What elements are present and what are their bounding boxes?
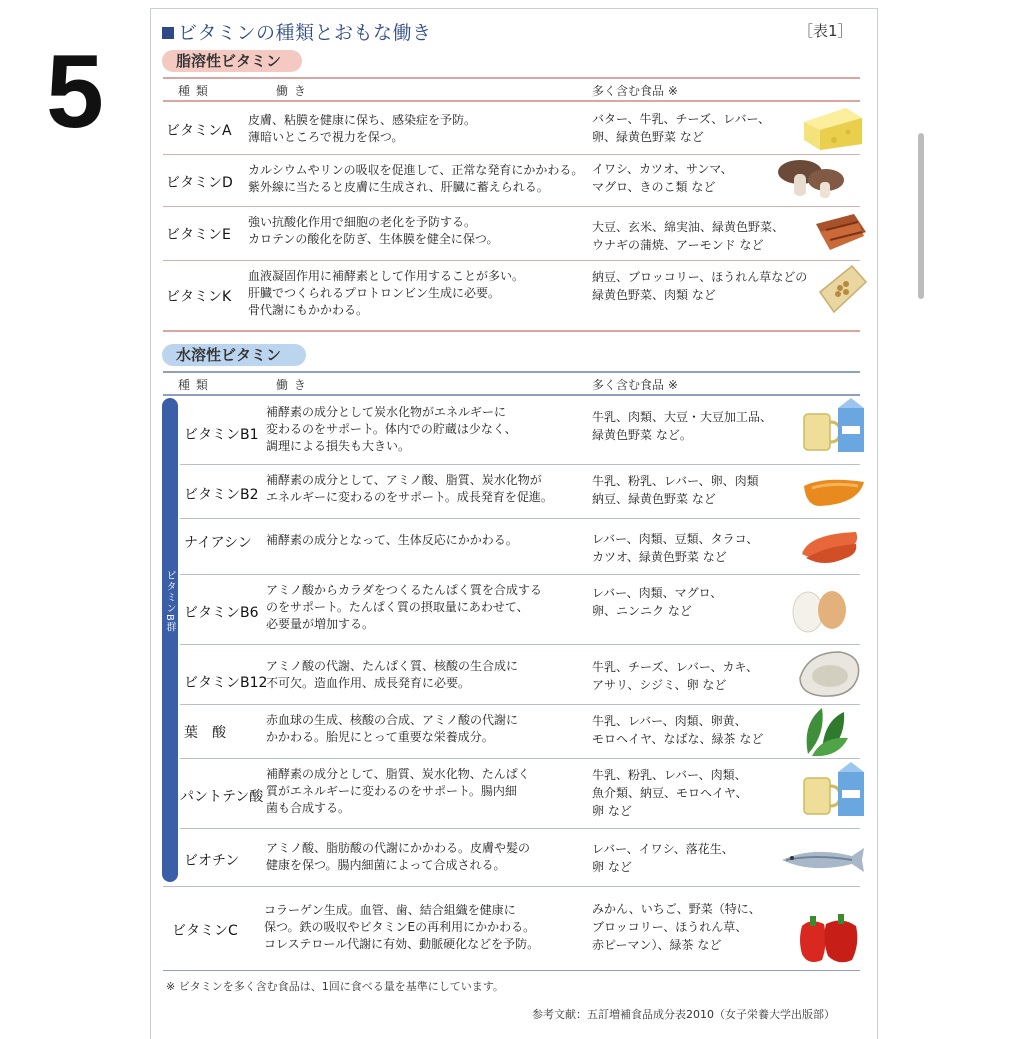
vitamin-foods: 牛乳、肉類、大豆・大豆加工品、 緑黄色野菜 など。 xyxy=(592,410,773,442)
vitamin-function: アミノ酸、脂肪酸の代謝にかかわる。皮膚や髪の 健康を保つ。腸内細菌によって合成される。 xyxy=(266,841,531,872)
table-number: ［表1］ xyxy=(798,22,853,40)
row-divider xyxy=(180,704,860,705)
vitamin-function: アミノ酸からカラダをつくるたんぱく質を合成する のをサポート。たんぱく質の摂取量にあわせて、 必要量が増加する。 xyxy=(266,583,542,631)
eggs-icon xyxy=(790,584,850,636)
vitamin-name: ビオチン xyxy=(184,853,240,869)
fat-section-bottom-line xyxy=(163,330,860,332)
vitamin-name: 葉 酸 xyxy=(184,725,226,741)
spinach-icon xyxy=(802,704,852,758)
vitamin-foods: 牛乳、レバー、肉類、卵黄、 モロヘイヤ、なばな、緑茶 など xyxy=(592,714,764,746)
vitamin-name: パントテン酸 xyxy=(180,789,264,805)
water-header-type: 種 類 xyxy=(178,378,209,392)
fat-header-top-line xyxy=(163,77,860,79)
vitamin-name: ビタミンA xyxy=(166,123,232,139)
vitamin-foods: レバー、肉類、豆類、タラコ、 カツオ、緑黄色野菜 など xyxy=(592,532,759,564)
vitamin-foods: 牛乳、チーズ、レバー、カキ、 アサリ、シジミ、卵 など xyxy=(592,660,758,692)
row-divider xyxy=(180,574,860,575)
row-divider xyxy=(180,464,860,465)
water-header-foods: 多く含む食品 ※ xyxy=(592,378,678,392)
fat-header-foods: 多く含む食品 ※ xyxy=(592,84,678,98)
vitamin-function: 補酵素の成分として、脂質、炭水化物、たんぱく 質がエネルギーに変わるのをサポート。腸内細 菌も合成する。 xyxy=(266,767,530,815)
row-divider xyxy=(163,886,860,887)
water-header-function: 働 き xyxy=(276,378,307,392)
water-section-bottom-line xyxy=(163,970,860,971)
vitamin-name: ビタミンC xyxy=(172,923,238,939)
bell-pepper-icon xyxy=(796,908,862,966)
vitamin-function: 皮膚、粘膜を健康に保ち、感染症を予防。 薄暗いところで視力を保つ。 xyxy=(248,113,477,144)
vitamin-foods: 牛乳、粉乳、レバー、卵、肉類 納豆、緑黄色野菜 など xyxy=(592,474,759,506)
vitamin-foods: レバー、肉類、マグロ、 卵、ニンニク など xyxy=(592,586,723,618)
row-divider xyxy=(180,758,860,759)
cod-roe-icon xyxy=(798,528,860,568)
fat-header-bottom-line xyxy=(163,100,860,102)
reference: 参考文献：五訂増補食品成分表2010（女子栄養大学出版部） xyxy=(532,1008,835,1021)
liver-icon xyxy=(802,476,866,510)
fat-header-type: 種 類 xyxy=(178,84,209,98)
vitamin-foods: 納豆、ブロッコリー、ほうれん草などの 緑黄色野菜、肉類 など xyxy=(592,270,808,302)
water-soluble-label: 水溶性ビタミン xyxy=(162,344,306,366)
row-divider xyxy=(163,260,860,261)
vitamin-function: 血液凝固作用に補酵素として作用することが多い。 肝臓でつくられるプロトロンビン生成に必要。 骨代謝にもかかわる。 xyxy=(248,269,525,317)
vitamin-name: ビタミンK xyxy=(166,289,232,305)
title-square-icon xyxy=(162,27,174,39)
fat-header-function: 働 き xyxy=(276,84,307,98)
mushroom-icon xyxy=(776,156,846,202)
vitamin-function: コラーゲン生成。血管、歯、結合組織を健康に 保つ。鉄の吸収やビタミンEの再利用にかかわる。 コレステロール代謝に有効、動脈硬化などを予防。 xyxy=(264,903,540,951)
fat-soluble-label: 脂溶性ビタミン xyxy=(162,50,302,72)
title-text: ビタミンの種類とおもな働き xyxy=(178,22,432,44)
water-header-bottom-line xyxy=(163,394,860,396)
natto-icon xyxy=(816,262,868,318)
page-title xyxy=(162,18,432,45)
b-group-label: ビタミンB群 xyxy=(164,570,175,633)
vitamin-name: ビタミンD xyxy=(166,175,233,191)
page-number: 5 xyxy=(46,34,104,150)
vitamin-name: ビタミンB1 xyxy=(184,427,259,443)
grilled-eel-icon xyxy=(812,210,868,258)
vitamin-function: 補酵素の成分となって、生体反応にかかわる。 xyxy=(266,533,518,547)
water-header-top-line xyxy=(163,371,860,373)
vitamin-name: ビタミンB2 xyxy=(184,487,259,503)
vitamin-function: アミノ酸の代謝、たんぱく質、核酸の生合成に 不可欠。造血作用、成長発育に必要。 xyxy=(266,659,519,690)
vitamin-foods: 大豆、玄米、綿実油、緑黄色野菜、 ウナギの蒲焼、アーモンド など xyxy=(592,220,785,252)
vitamin-foods: バター、牛乳、チーズ、レバー、 卵、緑黄色野菜 など xyxy=(592,112,770,144)
vitamin-foods: みかん、いちご、野菜（特に、 ブロッコリー、ほうれん草、 赤ピーマン）、緑茶 など xyxy=(592,902,761,952)
vitamin-name: ナイアシン xyxy=(184,535,252,551)
scrollbar[interactable] xyxy=(918,133,924,299)
vitamin-function: 補酵素の成分として、アミノ酸、脂質、炭水化物が エネルギーに変わるのをサポート。成長発育を促進。 xyxy=(266,473,553,504)
oyster-icon xyxy=(796,648,862,700)
vitamin-name: ビタミンB12 xyxy=(184,675,268,691)
vitamin-foods: レバー、イワシ、落花生、 卵 など xyxy=(592,842,734,874)
row-divider xyxy=(180,828,860,829)
vitamin-foods: 牛乳、粉乳、レバー、肉類、 魚介類、納豆、モロヘイヤ、 卵 など xyxy=(592,768,748,818)
milk-icon xyxy=(800,762,868,820)
footnote: ※ ビタミンを多く含む食品は、1回に食べる量を基準にしています。 xyxy=(166,980,504,993)
vitamin-function: カルシウムやリンの吸収を促進して、正常な発育にかかわる。 紫外線に当たると皮膚に生成され、肝臓に蓄えられる。 xyxy=(248,163,584,194)
cheese-butter-icon xyxy=(800,100,864,152)
row-divider xyxy=(180,644,860,645)
b-group-bar xyxy=(162,398,178,882)
vitamin-name: ビタミンE xyxy=(166,227,231,243)
fish-icon xyxy=(778,844,868,874)
row-divider xyxy=(180,518,860,519)
milk-icon xyxy=(800,398,868,456)
vitamin-function: 強い抗酸化作用で細胞の老化を予防する。 カロテンの酸化を防ぎ、生体膜を健全に保つ。 xyxy=(248,215,499,246)
vitamin-name: ビタミンB6 xyxy=(184,605,259,621)
vitamin-function: 赤血球の生成、核酸の合成、アミノ酸の代謝に かかわる。胎児にとって重要な栄養成分。 xyxy=(266,713,519,744)
vitamin-foods: イワシ、カツオ、サンマ、 マグロ、きのこ類 など xyxy=(592,162,733,194)
row-divider xyxy=(163,206,860,207)
row-divider xyxy=(163,154,860,155)
vitamin-function: 補酵素の成分として炭水化物がエネルギーに 変わるのをサポート。体内での貯蔵は少なく、 調理による損失も大きい。 xyxy=(266,405,517,453)
